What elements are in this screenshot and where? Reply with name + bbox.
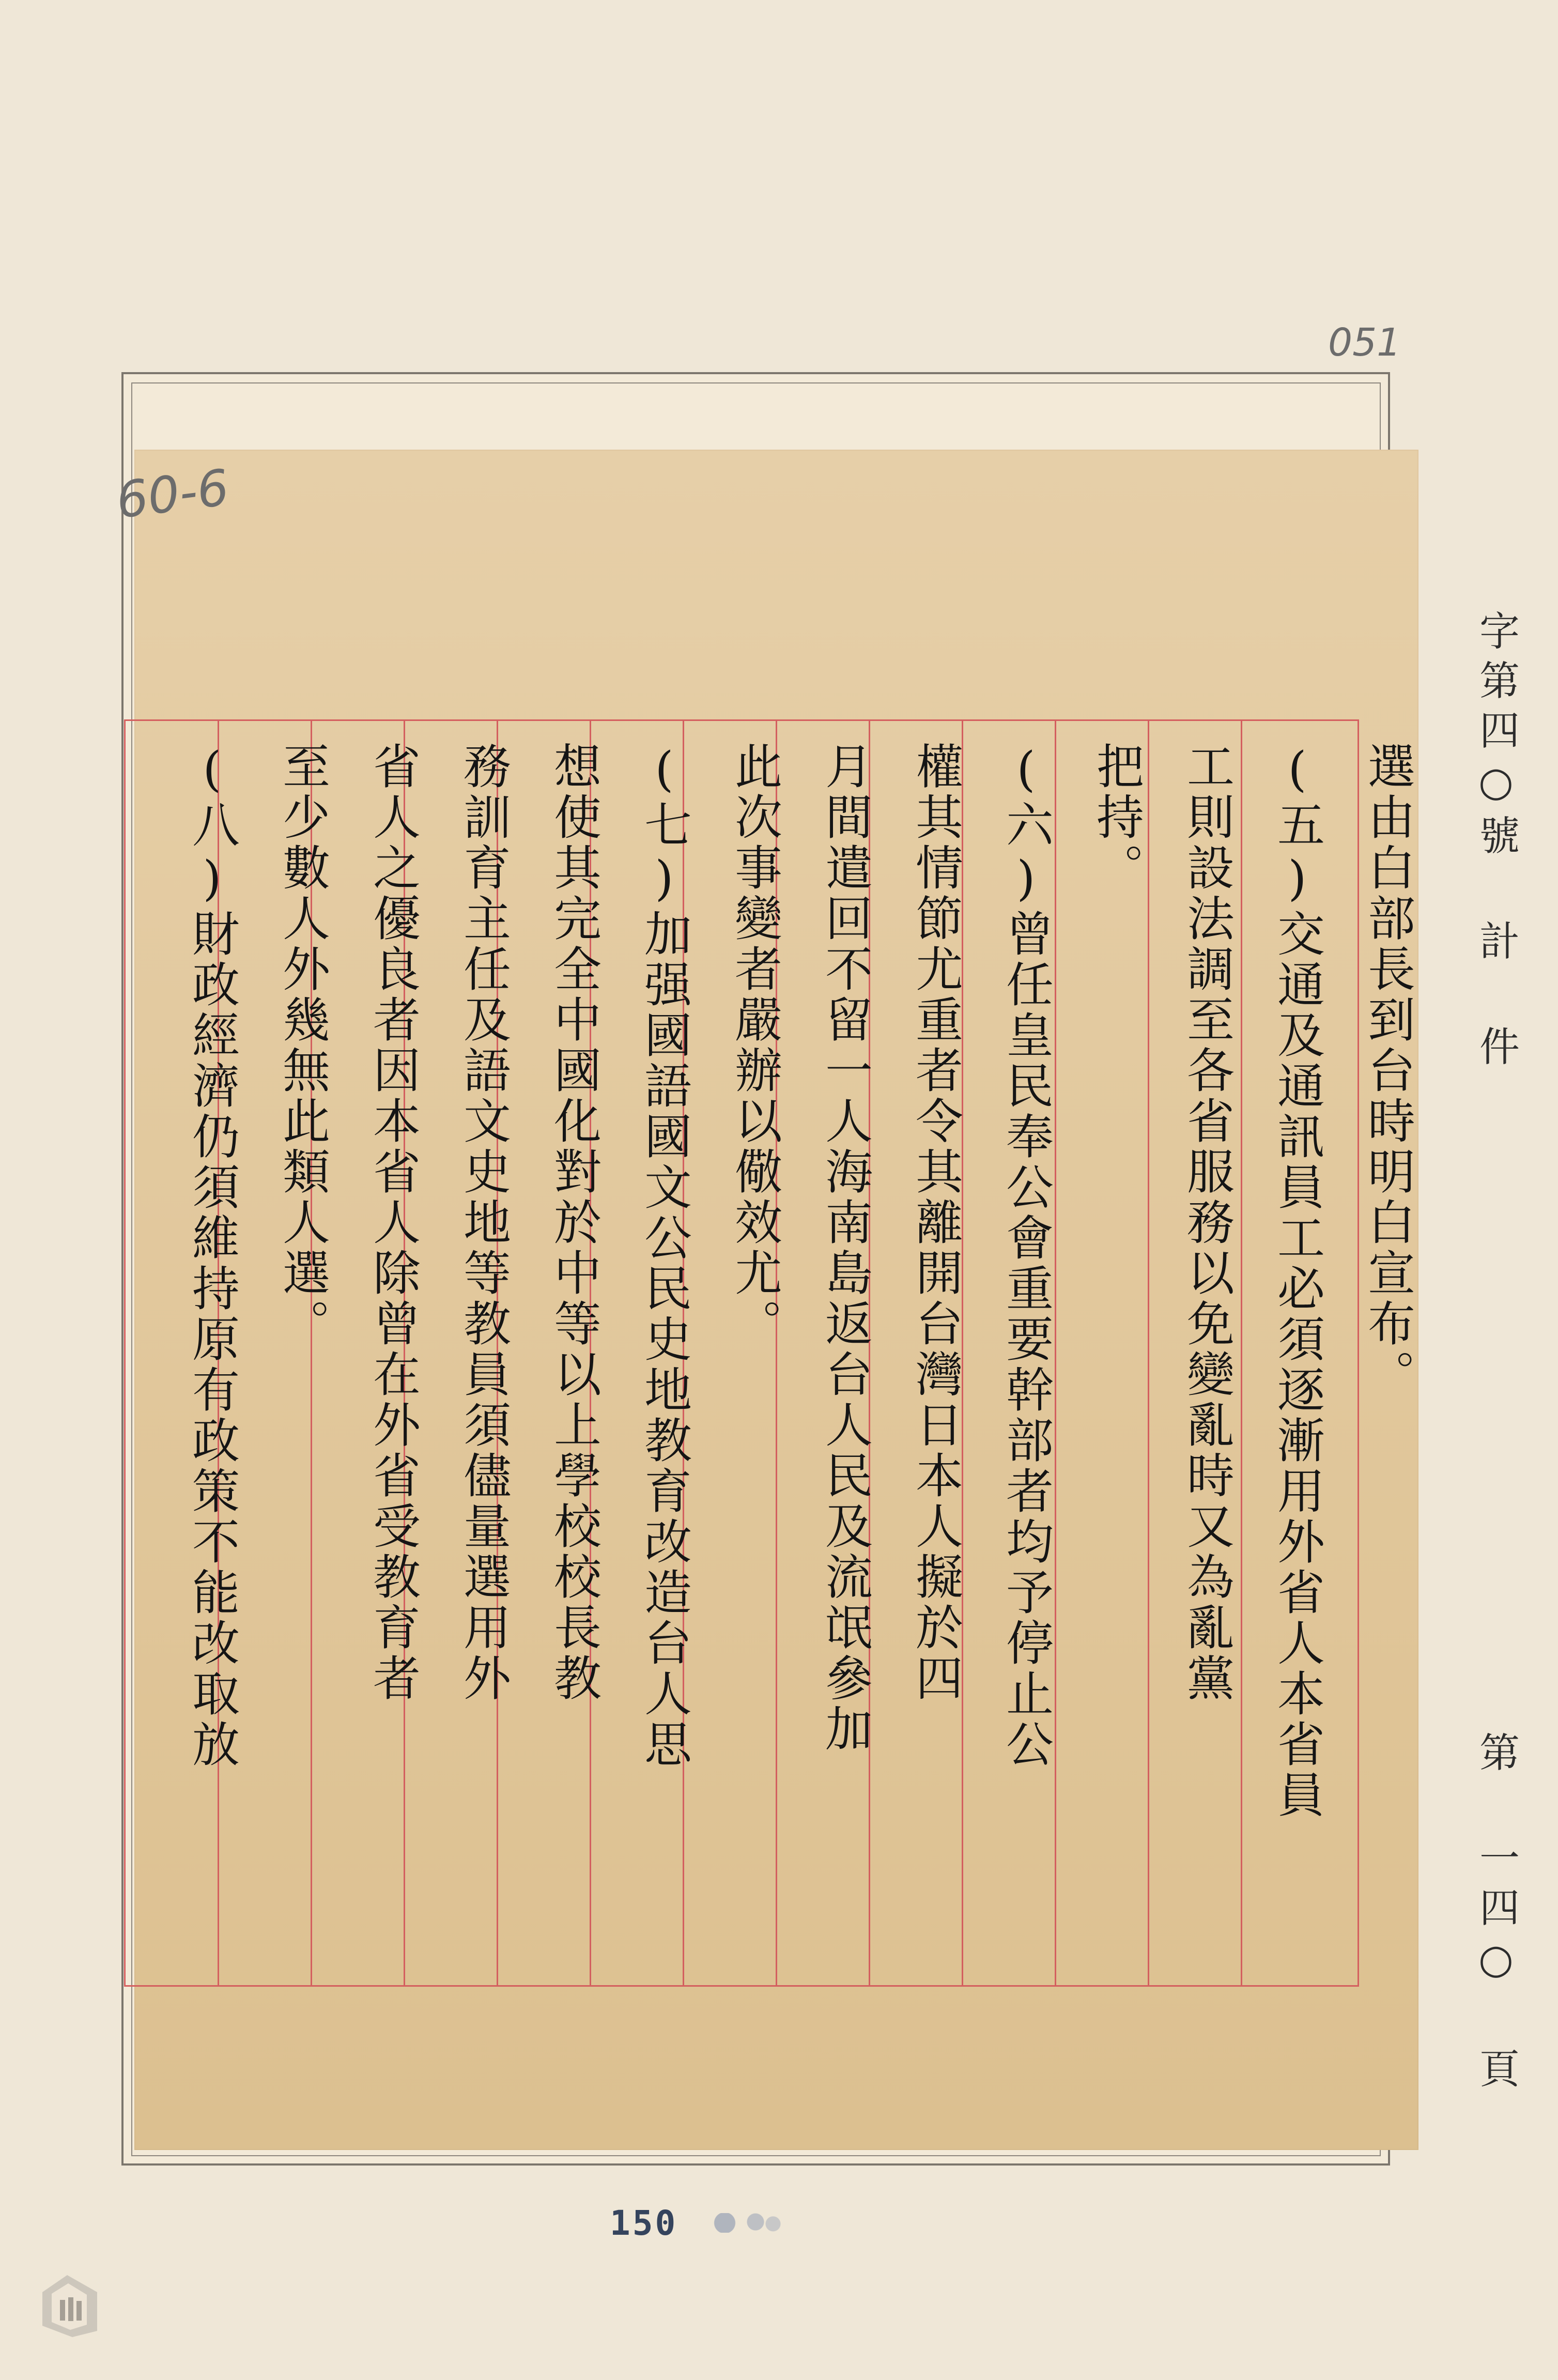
- text-column-7: [806, 742, 884, 1982]
- text-column-10: [535, 742, 612, 1982]
- archive-stamp-number: 150: [610, 2203, 678, 2243]
- text-column-12: [354, 742, 431, 1982]
- text-column-9: [625, 742, 703, 1982]
- column-text: (五)交通及通訊員工必須逐漸用外省人本省員: [1270, 742, 1325, 1821]
- handwritten-page-note: 051: [1328, 320, 1401, 365]
- text-column-14: [173, 742, 251, 1982]
- column-text: 此次事變者嚴辦以儆效尤。: [727, 742, 782, 1349]
- file-label: 字第四○號 計 件: [1473, 610, 1519, 1075]
- column-text: 把持。: [1089, 742, 1144, 894]
- column-text: 選由白部長到台時明白宣布。: [1360, 742, 1415, 1400]
- column-text: (六)曾任皇民奉公會重要幹部者均予停止公: [998, 742, 1054, 1770]
- column-text: (七)加强國語國文公民史地教育改造台人思: [637, 742, 692, 1770]
- column-text: 月間遣回不留一人海南島返台人民及流氓參加: [817, 742, 873, 1755]
- column-text: (八)財政經濟仍須維持原有政策不能改取放: [184, 742, 240, 1770]
- text-column-4: [1077, 742, 1155, 1982]
- archive-logo-icon: [36, 2269, 103, 2339]
- text-column-3: [1168, 742, 1245, 1982]
- text-column-1: [1349, 742, 1426, 1982]
- column-text: 至少數人外幾無此類人選。: [275, 742, 330, 1349]
- text-column-6: [897, 742, 974, 1982]
- handwritten-folio-note: 60-6: [113, 458, 232, 530]
- text-column-8: [716, 742, 793, 1982]
- text-column-5: [987, 742, 1065, 1982]
- column-text: 省人之優良者因本省人除曾在外省受教育者: [365, 742, 421, 1704]
- text-column-13: [264, 742, 341, 1982]
- text-column-2: [1258, 742, 1336, 1982]
- column-text: 權其情節尤重者令其離開台灣日本人擬於四: [908, 742, 963, 1704]
- column-text: 工則設法調至各省服務以免變亂時又為亂黨: [1179, 742, 1235, 1704]
- page-label: 第 一四○ 頁: [1473, 1731, 1519, 2097]
- column-text: 想使其完全中國化對於中等以上學校校長教: [546, 742, 601, 1704]
- stamp-ink-smudge: [703, 2213, 791, 2233]
- text-column-11: [444, 742, 522, 1982]
- column-text: 務訓育主任及語文史地等教員須儘量選用外: [456, 742, 511, 1704]
